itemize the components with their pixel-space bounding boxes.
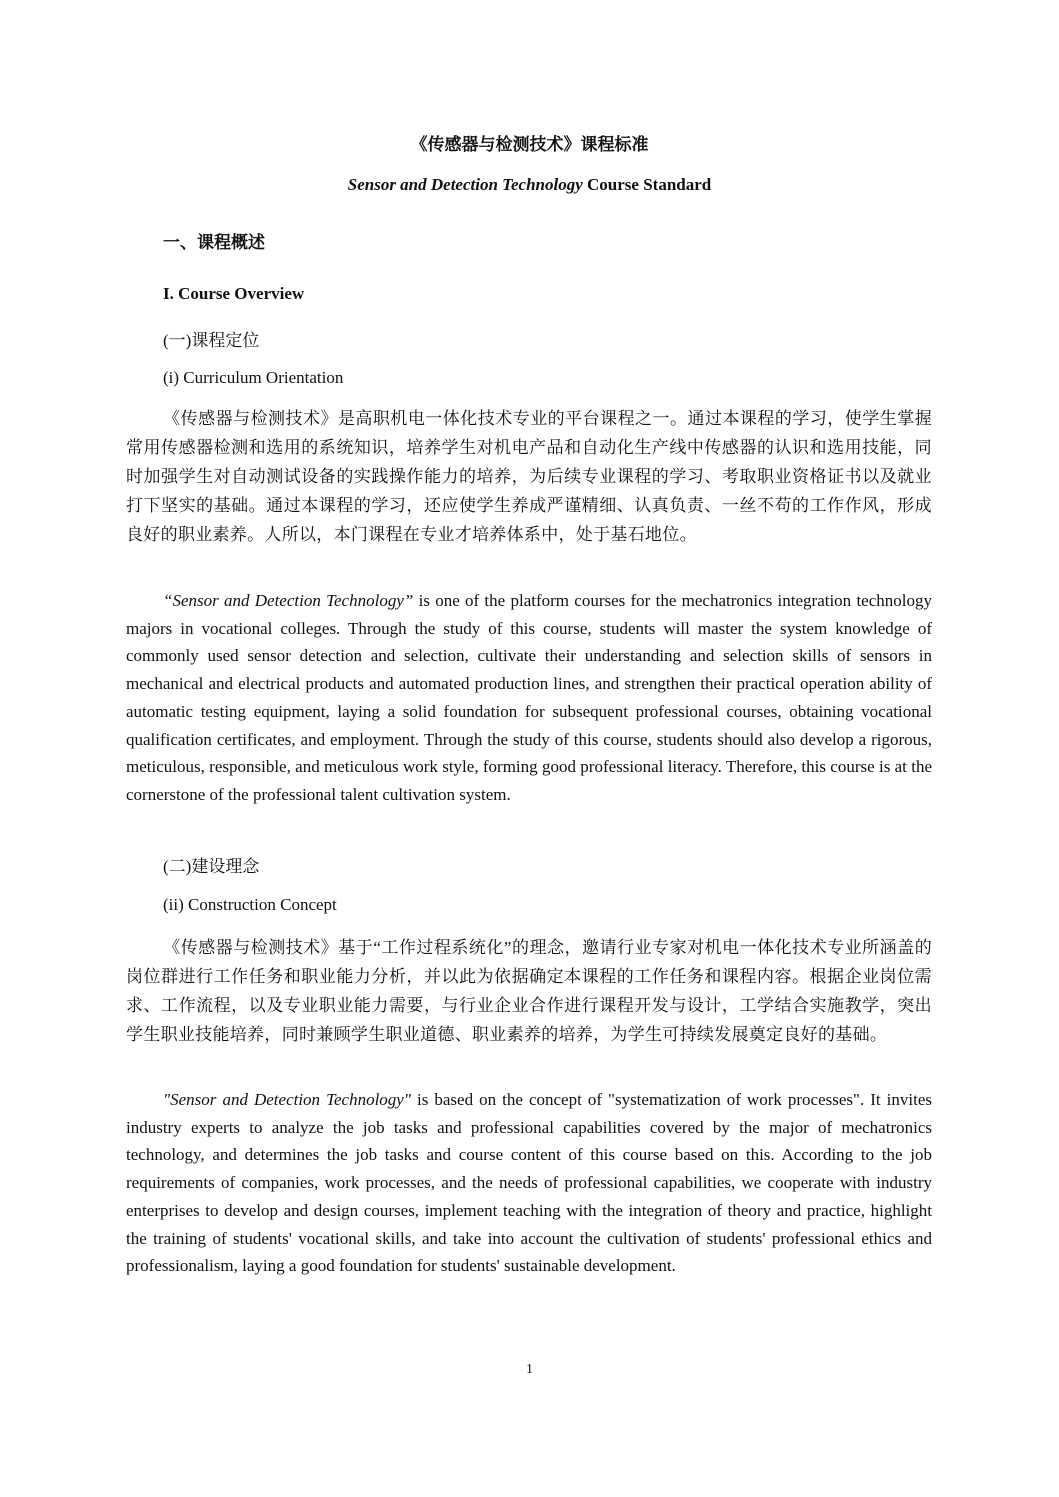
title-italic-part: Sensor and Detection Technology	[347, 175, 583, 194]
paragraph-text: 《传感器与检测技术》是高职机电一体化技术专业的平台课程之一。通过本课程的学习，使学生掌握常用传感器检测和选用的系统知识，培养学生对机电产品和自动化生产线中传感器的认识和选用技能，同时加强学生对自动测试设备的实践操作能力的培养，为后续专业课程的学习、考取职业资格证书以及就业打下坚实的基础。通过本课程的学习，还应使学生养成严谨精细、认真负责、一丝不苟的工作作风，形成良好的职业素养。人所以，本门课程在专业才培养体系中，处于基石地位。	[126, 409, 932, 544]
paragraph-italic-title: "Sensor and Detection Technology"	[163, 1090, 411, 1109]
paragraph-text: is based on the concept of "systematization of work processes". It invites industry experts to analyze the job tasks and professional capabilities covered by the major of mechatronics technology, and determines the job tasks and course content of this course based on this. According to the job requirements of companies, work processes, and the needs of professional capabilities, we cooperate with industry enterprises to develop and design courses, implement teaching with the integration of theory and practice, highlight the training of students' vocational skills, and take into account the cultivation of students' professional ethics and professionalism, laying a good foundation for students' sustainable development.	[126, 1090, 932, 1276]
section-heading-chinese: 一、课程概述	[163, 233, 265, 252]
paragraph-chinese-orientation	[126, 404, 932, 549]
subsection-heading-chinese-2: (二)建设理念	[163, 857, 260, 876]
subsection-heading-english-2: (ii) Construction Concept	[163, 895, 337, 914]
paragraph-text: 《传感器与检测技术》基于“工作过程系统化”的理念，邀请行业专家对机电一体化技术专业所涵盖的岗位群进行工作任务和职业能力分析，并以此为依据确定本课程的工作任务和课程内容。根据企业岗位需求、工作流程，以及专业职业能力需要，与行业企业合作进行课程开发与设计，工学结合实施教学，突出学生职业技能培养，同时兼顾学生职业道德、职业素养的培养，为学生可持续发展奠定良好的基础。	[126, 938, 932, 1044]
paragraph-chinese-concept	[126, 933, 932, 1049]
page-number: 1	[526, 1362, 533, 1377]
subsection-heading-english: (i) Curriculum Orientation	[163, 368, 344, 387]
paragraph-italic-title: “Sensor and Detection Technology”	[163, 591, 414, 610]
document-title-english	[0, 175, 1059, 195]
paragraph-text: is one of the platform courses for the mechatronics integration technology majors in vocational colleges. Through the study of this course, students will master the system knowledge of commonly used sensor detection and selection, cultivate their understanding and selection skills of sensors in mechanical and electrical products and automated production lines, and strengthen their practical operation ability of automatic testing equipment, laying a solid foundation for subsequent professional courses, obtaining vocational qualification certificates, and employment. Through the study of this course, students should also develop a rigorous, meticulous, responsible, and meticulous work style, forming good professional literacy. Therefore, this course is at the cornerstone of the professional talent cultivation system.	[126, 591, 932, 804]
paragraph-english-concept	[126, 1086, 932, 1280]
title-rest-part: Course Standard	[582, 175, 712, 194]
paragraph-english-orientation	[126, 587, 932, 809]
section-heading-english: I. Course Overview	[163, 284, 305, 303]
subsection-heading-chinese: (一)课程定位	[163, 331, 260, 350]
document-title-chinese: 《传感器与检测技术》课程标准	[410, 135, 649, 154]
